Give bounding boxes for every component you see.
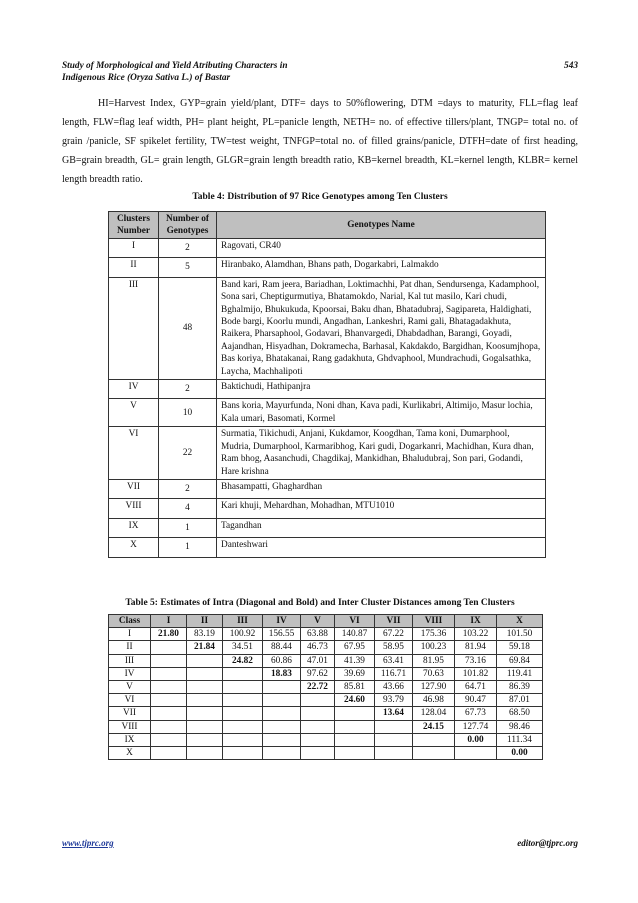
class-cell: IV bbox=[109, 667, 151, 680]
table-4-row bbox=[109, 499, 546, 518]
header-clusters-number: Clusters Number bbox=[109, 212, 159, 239]
distance-cell: 103.22 bbox=[455, 628, 497, 641]
table-4-header-row bbox=[109, 212, 546, 239]
genotype-count-cell: 2 bbox=[159, 380, 217, 399]
table-4-row bbox=[109, 258, 546, 277]
table-5-column-header: III bbox=[223, 615, 263, 628]
intra-distance-cell: 0.00 bbox=[497, 747, 543, 760]
table-4-genotype-distribution bbox=[108, 211, 546, 558]
intra-distance-cell: 13.64 bbox=[375, 707, 413, 720]
running-title-line-1: Study of Morphological and Yield Atributing Characters in bbox=[62, 61, 288, 71]
table-5-cluster-distances bbox=[108, 614, 543, 760]
distance-cell bbox=[263, 733, 301, 746]
table-4-row bbox=[109, 427, 546, 480]
distance-cell: 86.39 bbox=[497, 681, 543, 694]
distance-cell: 47.01 bbox=[301, 654, 335, 667]
table-4-row bbox=[109, 399, 546, 427]
table-5-column-header: V bbox=[301, 615, 335, 628]
distance-cell: 100.92 bbox=[223, 628, 263, 641]
table-5-row bbox=[109, 707, 543, 720]
distance-cell: 175.36 bbox=[413, 628, 455, 641]
distance-cell: 156.55 bbox=[263, 628, 301, 641]
distance-cell: 127.90 bbox=[413, 681, 455, 694]
table-5-column-header: I bbox=[151, 615, 187, 628]
table-5-row bbox=[109, 733, 543, 746]
cluster-cell: X bbox=[109, 538, 159, 557]
table-4-row bbox=[109, 239, 546, 258]
page-number: 543 bbox=[564, 61, 578, 71]
genotype-names-cell: Baktichudi, Hathipanjra bbox=[217, 380, 546, 399]
distance-cell bbox=[187, 681, 223, 694]
distance-cell: 59.18 bbox=[497, 641, 543, 654]
distance-cell bbox=[151, 681, 187, 694]
distance-cell: 67.22 bbox=[375, 628, 413, 641]
distance-cell: 90.47 bbox=[455, 694, 497, 707]
distance-cell: 128.04 bbox=[413, 707, 455, 720]
cluster-cell: III bbox=[109, 277, 159, 379]
table-4-row bbox=[109, 538, 546, 557]
distance-cell: 46.73 bbox=[301, 641, 335, 654]
distance-cell bbox=[151, 694, 187, 707]
table-5-row bbox=[109, 681, 543, 694]
table-5-column-header: II bbox=[187, 615, 223, 628]
distance-cell bbox=[187, 733, 223, 746]
distance-cell: 68.50 bbox=[497, 707, 543, 720]
genotype-count-cell: 2 bbox=[159, 479, 217, 498]
intra-distance-cell: 22.72 bbox=[301, 681, 335, 694]
distance-cell bbox=[187, 654, 223, 667]
table-5-caption: Table 5: Estimates of Intra (Diagonal and Bold) and Inter Cluster Distances among Ten Clusters bbox=[125, 598, 515, 608]
distance-cell bbox=[413, 747, 455, 760]
table-5-row bbox=[109, 694, 543, 707]
distance-cell bbox=[301, 707, 335, 720]
distance-cell: 101.82 bbox=[455, 667, 497, 680]
distance-cell bbox=[301, 720, 335, 733]
genotype-names-cell: Band kari, Ram jeera, Bariadhan, Loktimachhi, Pat dhan, Sendursenga, Kadamphool, Sona sari, Cheptigurmutiya, Bhatamokdo, Narial, Kal tut masilo, Kari chudi, Bghalmijo, Bhukukuda, Kpoorsai, Baku dhan, Bhatadubraj, Sagipareta, Haldighati, Bode bargi, Koorlu mundi, Angadhan, Lankeshri, Rami gali, Bhatagadakhuta, Raikera, Pharsaphool, Godavari, Bhanvargedi, Dhabdadhan, Barangi, Goyadi, Aajandhan, Hisyadhan, Dokramecha, Barhasal, Kakdakdo, Bargidhan, Koosumjhopa, Bas koriya, Bhatakanai, Rang gadakhuta, Ghdvaphool, Mundrachudi, Gogalsathka, Laycha, Machhalipoti bbox=[217, 277, 546, 379]
distance-cell bbox=[151, 733, 187, 746]
distance-cell: 83.19 bbox=[187, 628, 223, 641]
genotype-count-cell: 48 bbox=[159, 277, 217, 379]
distance-cell: 127.74 bbox=[455, 720, 497, 733]
header-genotypes-name: Genotypes Name bbox=[217, 212, 546, 239]
distance-cell bbox=[151, 654, 187, 667]
distance-cell: 60.86 bbox=[263, 654, 301, 667]
class-cell: IX bbox=[109, 733, 151, 746]
distance-cell bbox=[301, 733, 335, 746]
distance-cell bbox=[335, 707, 375, 720]
genotype-count-cell: 5 bbox=[159, 258, 217, 277]
distance-cell: 140.87 bbox=[335, 628, 375, 641]
distance-cell bbox=[335, 747, 375, 760]
distance-cell: 81.94 bbox=[455, 641, 497, 654]
distance-cell: 93.79 bbox=[375, 694, 413, 707]
intra-distance-cell: 21.80 bbox=[151, 628, 187, 641]
editor-email: editor@tjprc.org bbox=[517, 838, 578, 848]
class-cell: X bbox=[109, 747, 151, 760]
distance-cell: 41.39 bbox=[335, 654, 375, 667]
genotype-names-cell: Ragovati, CR40 bbox=[217, 239, 546, 258]
distance-cell bbox=[223, 694, 263, 707]
table-5-column-header: VI bbox=[335, 615, 375, 628]
genotype-names-cell: Tagandhan bbox=[217, 518, 546, 537]
distance-cell bbox=[335, 733, 375, 746]
class-cell: II bbox=[109, 641, 151, 654]
distance-cell bbox=[263, 747, 301, 760]
distance-cell bbox=[223, 733, 263, 746]
distance-cell bbox=[375, 733, 413, 746]
intra-distance-cell: 0.00 bbox=[455, 733, 497, 746]
distance-cell: 46.98 bbox=[413, 694, 455, 707]
table-5-column-header: X bbox=[497, 615, 543, 628]
cluster-cell: VII bbox=[109, 479, 159, 498]
table-5-row bbox=[109, 720, 543, 733]
distance-cell bbox=[335, 720, 375, 733]
intra-distance-cell: 24.82 bbox=[223, 654, 263, 667]
distance-cell bbox=[375, 747, 413, 760]
distance-cell bbox=[187, 747, 223, 760]
class-cell: VI bbox=[109, 694, 151, 707]
table-5-row bbox=[109, 654, 543, 667]
intra-distance-cell: 24.15 bbox=[413, 720, 455, 733]
distance-cell: 67.95 bbox=[335, 641, 375, 654]
distance-cell bbox=[263, 694, 301, 707]
distance-cell bbox=[223, 747, 263, 760]
genotype-count-cell: 1 bbox=[159, 538, 217, 557]
distance-cell: 111.34 bbox=[497, 733, 543, 746]
class-cell: III bbox=[109, 654, 151, 667]
table-5-column-header: VIII bbox=[413, 615, 455, 628]
distance-cell bbox=[151, 720, 187, 733]
distance-cell bbox=[187, 720, 223, 733]
table-4-row bbox=[109, 380, 546, 399]
distance-cell: 81.95 bbox=[413, 654, 455, 667]
table-5-column-header: Class bbox=[109, 615, 151, 628]
distance-cell: 73.16 bbox=[455, 654, 497, 667]
page-footer bbox=[62, 838, 578, 848]
class-cell: VII bbox=[109, 707, 151, 720]
cluster-cell: IV bbox=[109, 380, 159, 399]
distance-cell: 63.88 bbox=[301, 628, 335, 641]
class-cell: V bbox=[109, 681, 151, 694]
distance-cell bbox=[151, 707, 187, 720]
distance-cell bbox=[187, 707, 223, 720]
distance-cell bbox=[263, 720, 301, 733]
table-5-column-header: VII bbox=[375, 615, 413, 628]
distance-cell bbox=[223, 667, 263, 680]
cluster-cell: V bbox=[109, 399, 159, 427]
distance-cell bbox=[223, 720, 263, 733]
table-5-header-row bbox=[109, 615, 543, 628]
genotype-count-cell: 22 bbox=[159, 427, 217, 480]
cluster-cell: I bbox=[109, 239, 159, 258]
abbreviations-paragraph: HI=Harvest Index, GYP=grain yield/plant, DTF= days to 50%flowering, DTM =days to maturity, FLL=flag leaf length, FLW=flag leaf width, PH= plant height, PL=panicle length, NETH= no. of effective tillers/plant, TNGP= total no. of grain /panicle, SF spikelet fertility, TW=test weight, TNFGP=total no. of filled grains/panicle, DTFH=date of first heading, GB=grain breadth, GL= grain length, GLGR=grain length breadth ratio, KB=kernel breadth, KL=kernel length, KLBR= kernel length breadth ratio. bbox=[62, 98, 578, 185]
distance-cell bbox=[151, 641, 187, 654]
genotype-count-cell: 1 bbox=[159, 518, 217, 537]
class-cell: I bbox=[109, 628, 151, 641]
table-5-row bbox=[109, 667, 543, 680]
distance-cell bbox=[301, 747, 335, 760]
distance-cell: 64.71 bbox=[455, 681, 497, 694]
table-4-caption: Table 4: Distribution of 97 Rice Genotypes among Ten Clusters bbox=[192, 192, 448, 202]
distance-cell: 101.50 bbox=[497, 628, 543, 641]
table-5-column-header: IX bbox=[455, 615, 497, 628]
distance-cell bbox=[223, 681, 263, 694]
genotype-names-cell: Hiranbako, Alamdhan, Bhans path, Dogarkabri, Lalmakdo bbox=[217, 258, 546, 277]
header-number-of-genotypes: Number of Genotypes bbox=[159, 212, 217, 239]
distance-cell bbox=[413, 733, 455, 746]
genotype-count-cell: 4 bbox=[159, 499, 217, 518]
cluster-cell: VI bbox=[109, 427, 159, 480]
distance-cell: 34.51 bbox=[223, 641, 263, 654]
intra-distance-cell: 21.84 bbox=[187, 641, 223, 654]
distance-cell: 70.63 bbox=[413, 667, 455, 680]
distance-cell: 119.41 bbox=[497, 667, 543, 680]
intra-distance-cell: 24.60 bbox=[335, 694, 375, 707]
genotype-names-cell: Danteshwari bbox=[217, 538, 546, 557]
table-5-row bbox=[109, 747, 543, 760]
distance-cell: 97.62 bbox=[301, 667, 335, 680]
genotype-names-cell: Surmatia, Tikichudi, Anjani, Kukdamor, Koogdhan, Tama koni, Dumarphool, Mudria, Dumarphool, Karmaribhog, Kari gudi, Dogarkanri, Machidhan, Kura dhan, Ram bhog, Aasanchudi, Chagdikaj, Mankidhan, Bhaludubraj, Son pari, Godandi, Hare krishna bbox=[217, 427, 546, 480]
distance-cell bbox=[263, 707, 301, 720]
distance-cell bbox=[223, 707, 263, 720]
distance-cell bbox=[187, 694, 223, 707]
table-4-row bbox=[109, 518, 546, 537]
class-cell: VIII bbox=[109, 720, 151, 733]
running-title-line-2: Indigenous Rice (Oryza Sativa L.) of Bastar bbox=[62, 73, 231, 83]
table-5-row bbox=[109, 628, 543, 641]
genotype-names-cell: Bhasampatti, Ghaghardhan bbox=[217, 479, 546, 498]
cluster-cell: IX bbox=[109, 518, 159, 537]
distance-cell: 100.23 bbox=[413, 641, 455, 654]
distance-cell: 87.01 bbox=[497, 694, 543, 707]
distance-cell: 63.41 bbox=[375, 654, 413, 667]
distance-cell: 43.66 bbox=[375, 681, 413, 694]
cluster-cell: II bbox=[109, 258, 159, 277]
distance-cell: 98.46 bbox=[497, 720, 543, 733]
distance-cell bbox=[187, 667, 223, 680]
genotype-count-cell: 10 bbox=[159, 399, 217, 427]
genotype-names-cell: Kari khuji, Mehardhan, Mohadhan, MTU1010 bbox=[217, 499, 546, 518]
distance-cell: 88.44 bbox=[263, 641, 301, 654]
distance-cell: 39.69 bbox=[335, 667, 375, 680]
table-4-row bbox=[109, 479, 546, 498]
table-4-row bbox=[109, 277, 546, 379]
distance-cell bbox=[301, 694, 335, 707]
distance-cell: 58.95 bbox=[375, 641, 413, 654]
genotype-names-cell: Bans koria, Mayurfunda, Noni dhan, Kava padi, Kurlikabri, Altimijo, Masur lochia, Kala umari, Basomati, Kormel bbox=[217, 399, 546, 427]
intra-distance-cell: 18.83 bbox=[263, 667, 301, 680]
distance-cell bbox=[151, 667, 187, 680]
distance-cell bbox=[151, 747, 187, 760]
distance-cell: 116.71 bbox=[375, 667, 413, 680]
distance-cell bbox=[263, 681, 301, 694]
running-header bbox=[62, 60, 578, 84]
distance-cell: 85.81 bbox=[335, 681, 375, 694]
distance-cell bbox=[455, 747, 497, 760]
genotype-count-cell: 2 bbox=[159, 239, 217, 258]
website-link[interactable]: www.tjprc.org bbox=[62, 838, 114, 848]
table-5-row bbox=[109, 641, 543, 654]
table-5-column-header: IV bbox=[263, 615, 301, 628]
distance-cell: 69.84 bbox=[497, 654, 543, 667]
cluster-cell: VIII bbox=[109, 499, 159, 518]
distance-cell bbox=[375, 720, 413, 733]
distance-cell: 67.73 bbox=[455, 707, 497, 720]
